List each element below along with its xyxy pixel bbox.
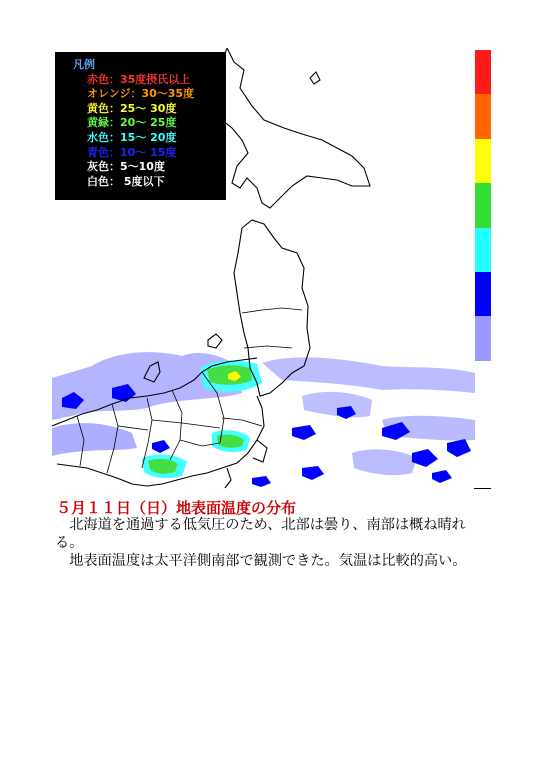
scale-cyan <box>475 228 491 272</box>
color-scale-bar <box>475 50 491 361</box>
legend-item-yellowgreen: 黄緑：20〜 25度 <box>87 116 177 130</box>
scale-yellow <box>475 139 491 183</box>
cloud-layer <box>52 352 475 475</box>
legend-heading: 凡例 <box>73 58 95 71</box>
legend-item-red: 赤色：35度摂氏以上 <box>87 72 191 86</box>
description-paragraph: 北海道を通過する低気圧のため、北部は曇り、南部は概ね晴れる。 <box>55 517 466 551</box>
legend-item-gray: 灰色：5〜10度 <box>87 160 165 174</box>
page-title: ５月１１日（日）地表面温度の分布 <box>56 499 297 517</box>
description-paragraph: 地表面温度は太平洋側南部で観測できた。気温は比較的高い。 <box>69 552 467 569</box>
divider <box>474 488 491 489</box>
scale-green <box>475 183 491 227</box>
scale-orange <box>475 94 491 138</box>
scale-blue <box>475 272 491 316</box>
scale-red <box>475 50 491 94</box>
legend-item-yellow: 黄色：25〜 30度 <box>87 101 177 115</box>
legend-item-cyan: 水色：15〜 20度 <box>87 130 177 144</box>
description <box>55 517 475 570</box>
legend-item-white: 白色： 5度以下 <box>87 174 165 188</box>
legend-item-blue: 青色：10〜 15度 <box>87 145 177 159</box>
scale-lavender <box>475 316 491 360</box>
legend-item-orange: オレンジ：30〜35度 <box>87 87 195 101</box>
temperature-legend <box>55 52 226 200</box>
